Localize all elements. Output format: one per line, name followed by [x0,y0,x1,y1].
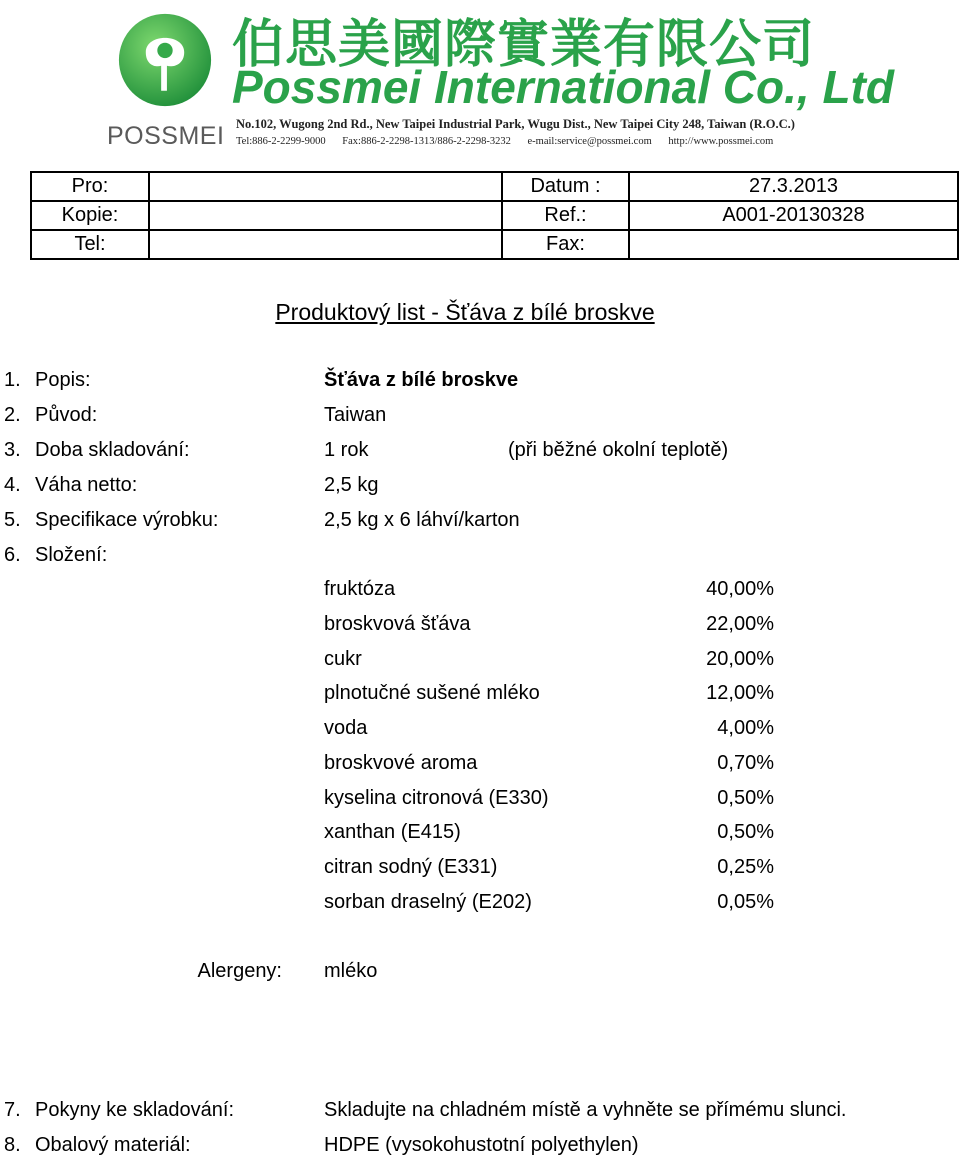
item-key: Doba skladování: [35,439,190,461]
ref-label: Ref.: [502,201,629,230]
ingredient-percent: 4,00% [717,717,774,739]
ref-value: A001-20130328 [629,201,958,230]
copy-label: Kopie: [31,201,149,230]
item-key: Pokyny ke skladování: [35,1099,234,1121]
pro-value [149,172,502,201]
company-logo [105,10,230,150]
ingredient-name: broskvové aroma [324,752,478,774]
ingredient-name: voda [324,717,368,739]
ingredient-percent: 22,00% [706,613,774,635]
company-fax: Fax:886-2-2298-1313/886-2-2298-3232 [342,136,511,147]
ingredient-percent: 0,05% [717,891,774,913]
item-key: Specifikace výrobku: [35,509,219,531]
item-key: Složení: [35,544,108,566]
ingredient-name: fruktóza [324,578,396,600]
tel-label: Tel: [31,230,149,259]
ingredient-name: cukr [324,648,362,670]
item-number: 4. [4,474,21,496]
ingredient-name: broskvová šťáva [324,613,471,635]
item-value: 1 rok [324,439,369,461]
item-number: 5. [4,509,21,531]
company-chinese-name: 伯思美國際實業有限公司 [232,15,816,75]
item-value: Šťáva z bílé broskve [324,369,519,391]
allergens-value: mléko [324,960,378,982]
ingredient-percent: 0,50% [717,821,774,843]
page-title: Produktový list - Šťáva z bílé broskve [275,299,655,325]
item-value: 2,5 kg x 6 láhví/karton [324,509,520,531]
pro-label: Pro: [31,172,149,201]
brand-wordmark: POSSMEI [107,122,225,150]
table-row [31,201,958,230]
item-number: 3. [4,439,21,461]
item-key: Váha netto: [35,474,138,496]
item-number: 1. [4,369,21,391]
item-number: 6. [4,544,21,566]
item-key: Popis: [35,369,91,391]
company-contacts [236,136,787,147]
company-address: No.102, Wugong 2nd Rd., New Taipei Industrial Park, Wugu Dist., New Taipei City 248, Taiwan (R.O.C.) [236,117,795,131]
table-row [31,230,958,259]
date-value: 27.3.2013 [629,172,958,201]
ingredient-percent: 12,00% [706,682,774,704]
allergens-label: Alergeny: [197,960,282,982]
item-key: Původ: [35,404,98,426]
company-email: e-mail:service@possmei.com [527,136,652,147]
company-tel: Tel:886-2-2299-9000 [236,136,326,147]
tree-logo-icon [117,12,213,108]
item-note: (při běžné okolní teplotě) [508,439,729,461]
ingredient-name: xanthan (E415) [324,821,461,843]
ingredient-name: citran sodný (E331) [324,856,498,878]
ingredient-percent: 40,00% [706,578,774,600]
tel-value [149,230,502,259]
ingredient-percent: 20,00% [706,648,774,670]
date-label: Datum : [502,172,629,201]
info-table [30,171,959,260]
ingredient-name: sorban draselný (E202) [324,891,532,913]
company-web: http://www.possmei.com [668,136,774,147]
ingredient-percent: 0,50% [717,787,774,809]
item-value: 2,5 kg [324,474,379,496]
fax-label: Fax: [502,230,629,259]
ingredient-name: plnotučné sušené mléko [324,682,540,704]
table-row [31,172,958,201]
item-value: Taiwan [324,404,387,426]
item-key: Obalový materiál: [35,1134,191,1156]
item-number: 8. [4,1134,21,1156]
company-english-name: Possmei International Co., Ltd [232,61,894,113]
item-value: Skladujte na chladném místě a vyhněte se přímému slunci. [324,1099,847,1121]
item-number: 7. [4,1099,21,1121]
ingredient-percent: 0,25% [717,856,774,878]
item-number: 2. [4,404,21,426]
ingredient-name: kyselina citronová (E330) [324,787,549,809]
fax-value [629,230,958,259]
ingredient-percent: 0,70% [717,752,774,774]
copy-value [149,201,502,230]
item-value: HDPE (vysokohustotní polyethylen) [324,1134,639,1156]
